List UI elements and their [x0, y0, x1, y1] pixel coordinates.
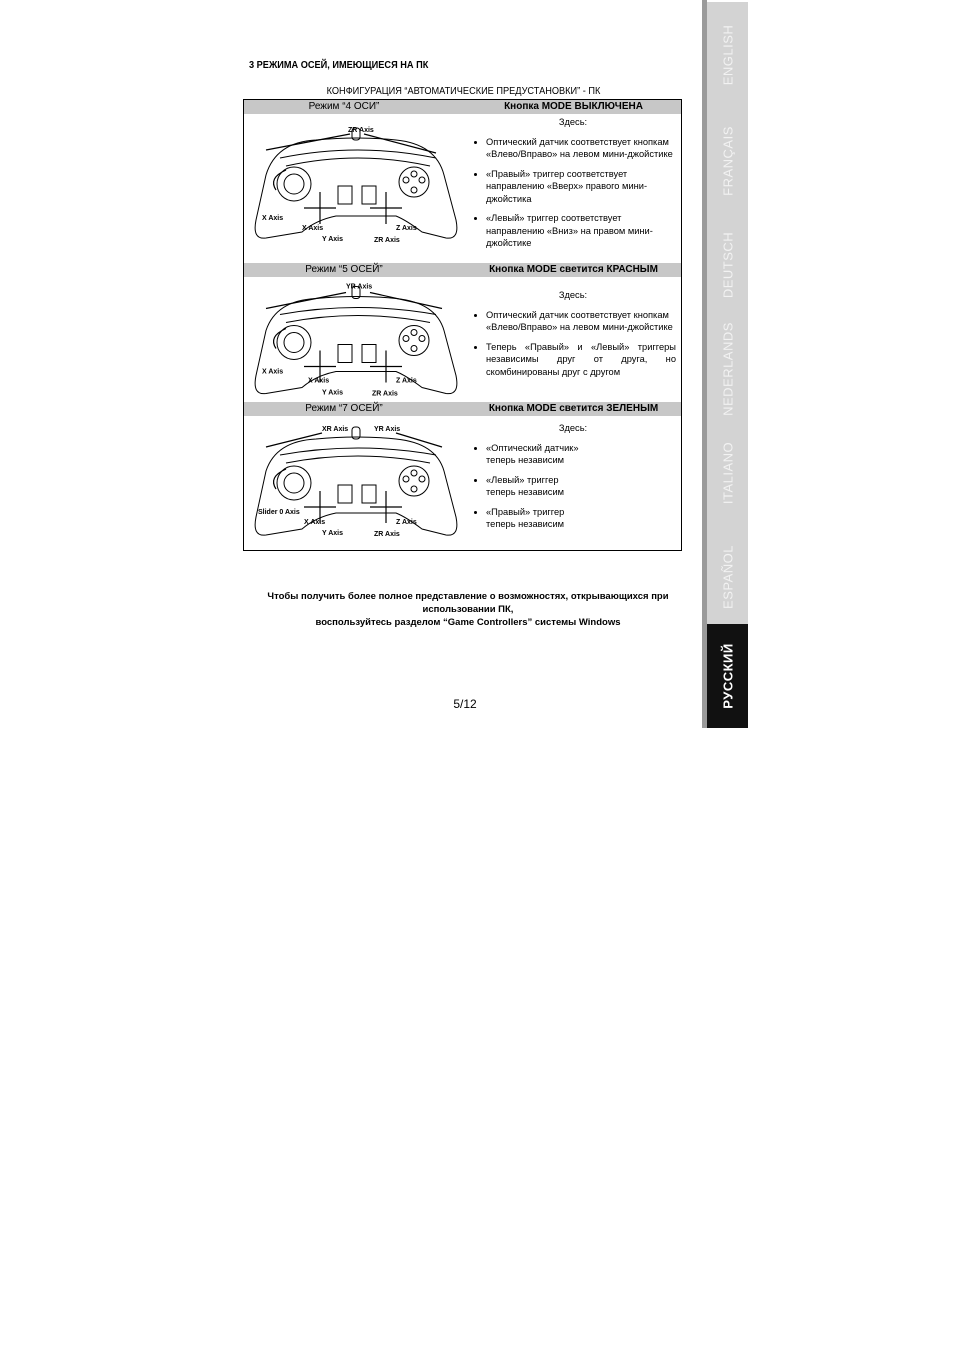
- mode-label: Режим “4 ОСИ”: [308, 101, 380, 112]
- bullet-item: • Оптический датчик соответствует кнопкам «Влево/Вправо» на левом мини-джойстике: [486, 309, 676, 334]
- mode-label: Режим “5 ОСЕЙ”: [305, 264, 383, 275]
- axis-label-cross2b: ZR Axis: [374, 237, 400, 244]
- tab-label: РУССКИЙ: [720, 643, 735, 709]
- bullet-item: • Теперь «Правый» и «Левый» триггеры независимы друг от друга, но скомбинированы друг с другом: [486, 341, 676, 379]
- axis-label-top: ZR Axis: [348, 127, 374, 134]
- axis-modes-table: [243, 99, 682, 551]
- axis-label-left: X Axis: [262, 215, 284, 222]
- tab-russian[interactable]: [707, 624, 748, 728]
- mode-description: [470, 289, 676, 385]
- tab-english[interactable]: [707, 2, 748, 108]
- tab-label: ENGLISH: [720, 24, 735, 86]
- bullet-item: • «Левый» триггер теперь независим: [486, 474, 590, 499]
- footer-note: [260, 590, 676, 629]
- mode-button-state: Кнопка MODE светится КРАСНЫМ: [489, 264, 658, 275]
- tab-label: ITALIANO: [720, 441, 735, 505]
- axis-label-top: YR Axis: [346, 283, 373, 291]
- mode-description: [470, 422, 590, 538]
- tab-nederlands[interactable]: [707, 316, 748, 422]
- axis-label-top: XR Axis: [322, 426, 349, 433]
- axis-label-cross2b: ZR Axis: [374, 531, 400, 538]
- mode-button-state: Кнопка MODE светится ЗЕЛЕНЫМ: [488, 403, 659, 414]
- mode-header-7-axes: [244, 402, 681, 416]
- tab-label: FRANÇAIS: [720, 126, 735, 196]
- axis-label-cross2: Z Axis: [396, 377, 417, 385]
- gamepad-diagram-4-axes: [246, 120, 468, 250]
- axis-label-cross1b: Y Axis: [322, 530, 344, 537]
- mode-header-5-axes: [244, 263, 681, 277]
- tab-deutsch[interactable]: [707, 212, 748, 318]
- axis-label-cross1b: Y Axis: [322, 389, 344, 397]
- mode-button-state: Кнопка MODE ВЫКЛЮЧЕНА: [504, 101, 643, 112]
- mode-header-4-axes: [244, 100, 681, 114]
- tab-label: NEDERLANDS: [720, 322, 735, 416]
- tab-italiano[interactable]: [707, 420, 748, 526]
- footer-note-line2: воспользуйтесь разделом “Game Controllers” системы Windows: [315, 617, 621, 628]
- axis-label-cross2: Z Axis: [396, 519, 417, 526]
- here-label: Здесь:: [558, 290, 588, 300]
- tab-espanol[interactable]: [707, 524, 748, 630]
- mode-label: Режим “7 ОСЕЙ”: [305, 403, 383, 414]
- axis-label-top2: YR Axis: [374, 426, 401, 433]
- axis-label-cross2: Z Axis: [396, 225, 417, 232]
- axis-label-left: Slider 0 Axis: [258, 509, 300, 516]
- section-heading: 3 РЕЖИМА ОСЕЙ, ИМЕЮЩИЕСЯ НА ПК: [249, 60, 429, 71]
- bullet-item: • Оптический датчик соответствует кнопкам «Влево/Вправо» на левом мини-джойстике: [486, 136, 676, 161]
- tab-francais[interactable]: [707, 108, 748, 214]
- axis-label-left: X Axis: [262, 368, 284, 376]
- gamepad-diagram-7-axes: [246, 418, 468, 548]
- footer-note-line1: Чтобы получить более полное представление о возможностях, открывающихся при использовании ПК,: [267, 591, 669, 615]
- bullet-item: • «Левый» триггер соответствует направлению «Вниз» на правом мини-джойстике: [486, 212, 676, 250]
- here-label: Здесь:: [558, 423, 588, 433]
- axis-label-cross1: X Axis: [308, 377, 330, 385]
- config-title: КОНФИГУРАЦИЯ “АВТОМАТИЧЕСКИЕ ПРЕДУСТАНОВКИ” - ПК: [326, 86, 601, 97]
- page-number: 5/12: [453, 697, 477, 711]
- mode-description: [470, 116, 676, 257]
- gamepad-diagram-5-axes: [246, 278, 468, 408]
- bullet-item: • «Правый» триггер теперь независим: [486, 506, 590, 531]
- language-tabs: [702, 0, 748, 728]
- axis-label-cross1: X Axis: [302, 225, 324, 232]
- axis-label-cross1b: Y Axis: [322, 236, 344, 243]
- bullet-item: • «Правый» триггер соответствует направлению «Вверх» правого мини-джойстика: [486, 168, 676, 206]
- tab-label: DEUTSCH: [720, 231, 735, 299]
- tab-label: ESPAÑOL: [720, 545, 735, 609]
- here-label: Здесь:: [558, 117, 588, 127]
- axis-label-cross1: X Axis: [304, 519, 326, 526]
- axis-label-cross2b: ZR Axis: [372, 390, 398, 398]
- bullet-item: • «Оптический датчик» теперь независим: [486, 442, 590, 467]
